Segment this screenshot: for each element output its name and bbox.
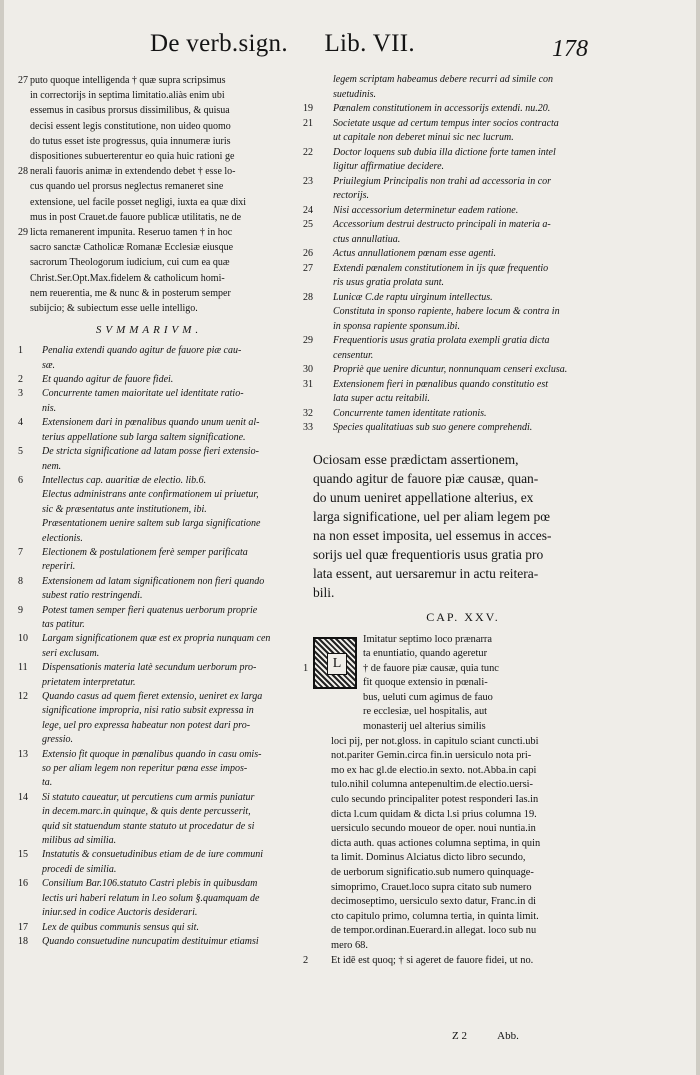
summarium-list — [18, 344, 280, 949]
margin-number: 2 — [303, 954, 309, 966]
summary-line: Actus annullationem pœnam esse agenti. — [333, 248, 497, 259]
body-line — [303, 822, 593, 837]
summary-line: subest ratio restringendi. — [42, 590, 143, 602]
summary-line: sic & præsentatus ante institutionem, ibi. — [42, 503, 207, 515]
text-line-content: licta remanerent impunita. Reseruo tamen † in hoc — [30, 227, 233, 239]
summary-entry — [18, 546, 280, 575]
abstract-line: do unum ueniret appellatione alterius, ex — [313, 489, 534, 505]
body-line-content: fit quoque extensio in pœnali- — [363, 677, 488, 689]
text-line — [18, 134, 280, 149]
body-line — [303, 881, 593, 896]
body-line-content: ta enuntiatio, quando ageretur — [363, 648, 488, 660]
summary-line: ligitur affirmatiue decidere. — [333, 161, 445, 172]
body-line-content: tulo.nihil columna antepenultim.de electio.uersi- — [331, 779, 533, 791]
text-line — [18, 149, 280, 164]
summary-line: Dispensationis materia latè secundum uerborum pro- — [42, 662, 257, 674]
summary-line: procedi de similia. — [42, 863, 117, 875]
body-line — [303, 924, 593, 939]
summary-line: Electus administrans ante confirmationem ui priuetur, — [42, 489, 259, 501]
summary-entry — [303, 204, 593, 219]
body-line-content: mo ex hac gl.de electio.in sexto. not.Abba.in capi — [331, 764, 537, 776]
summary-number: 23 — [303, 175, 313, 187]
summary-line: Extensionem fieri in pœnalibus quando constitutio est — [333, 378, 548, 390]
summary-number: 17 — [18, 921, 28, 933]
body-line-content: bus, ueluti cum agimus de fauo — [363, 691, 493, 703]
summary-line: in decem.marc.in quinque, & quis dente percusserit, — [42, 806, 251, 818]
summary-line: iniur.sed in codice Auctoris desiderari. — [42, 907, 198, 919]
summary-entry — [18, 848, 280, 877]
summary-line: Concurrente tamen maioritate uel identitate ratio- — [42, 388, 244, 400]
abstract-line: quando agitur de fauore piæ causæ, quan- — [313, 470, 539, 486]
body-line-content: culo secundo principaliter potest responderi Ias.in — [331, 794, 539, 806]
text-line-content: nerali fauoris animæ in extendendo debet † esse lo- — [30, 166, 236, 178]
abstract-line: sorijs uel quæ frequentioris usus gratia pro — [313, 546, 544, 562]
summary-line: prietatem interpretatur. — [42, 676, 136, 688]
summary-line: lege, uel pro expressa habeatur non potest dari pro- — [42, 719, 251, 731]
summary-number: 10 — [18, 633, 28, 645]
text-line — [18, 195, 280, 210]
summary-line: Quando consuetudine nuncupatim destituimur etiamsi — [42, 935, 259, 947]
summary-line: Frequentioris usus gratia prolata exempli gratia dicta — [333, 335, 550, 346]
summary-line: censentur. — [333, 349, 374, 361]
body-line — [303, 735, 593, 750]
text-line — [18, 271, 280, 286]
summary-line: Species qualitatiuas sub suo genere comprehendi. — [333, 422, 533, 433]
left-column — [18, 73, 280, 949]
abstract-line: bili. — [313, 584, 335, 600]
summarium-continued-list — [303, 73, 593, 436]
text-line — [18, 103, 280, 118]
body-line — [303, 749, 593, 764]
chapter-body — [303, 633, 593, 969]
summary-line: sæ. — [42, 359, 56, 371]
text-line — [18, 179, 280, 194]
body-line-content: not.pariter Gemin.circa fin.in uersiculo nota pri- — [331, 750, 532, 762]
text-line — [18, 88, 280, 103]
text-line-content: in correctorijs in septima limitatio.aliàs enim ubi — [30, 90, 225, 102]
summary-line: Extensio fit quoque in pœnalibus quando in casu omis- — [42, 748, 262, 760]
summary-line: in sponsa rapiente sponsum.ibi. — [333, 320, 460, 332]
body-line — [303, 720, 593, 735]
summary-number: 2 — [18, 374, 23, 386]
abstract-line: na non esset imposita, uel essemus in acces- — [313, 527, 552, 543]
summary-line: electionis. — [42, 532, 83, 544]
body-line — [303, 662, 593, 677]
text-line-content: do tutus esset iste progressus, quia innumeræ iuris — [30, 135, 231, 147]
body-line-content: dicta auth. quas actiones columna septima, in quin — [331, 837, 541, 849]
body-line — [303, 676, 593, 691]
summary-entry — [303, 363, 593, 378]
summary-line: tas patitur. — [42, 618, 85, 630]
summary-line: Intellectus cap. auaritiæ de electio. lib.6. — [42, 474, 207, 486]
summary-number: 11 — [18, 662, 28, 674]
summary-line: Priuilegium Principalis non trahi ad accessoria in cor — [333, 175, 552, 187]
summary-entry — [303, 146, 593, 175]
text-line-content: extensione, uel facile posset negligi, iuxta ea quæ dixi — [30, 196, 247, 208]
abstract-line: lata essent, aut uersaremur in actu reitera- — [313, 565, 539, 581]
summarium-title: SVMMARIVM. — [95, 324, 203, 337]
summary-number: 32 — [303, 407, 313, 419]
summary-line: Concurrente tamen identitate rationis. — [333, 407, 487, 419]
summary-number: 9 — [18, 604, 23, 616]
summary-line: ris usus gratia prolata sunt. — [333, 277, 445, 288]
summary-number: 28 — [303, 291, 313, 303]
body-line — [303, 837, 593, 852]
summary-entry — [303, 407, 593, 422]
body-line — [303, 705, 593, 720]
body-line-content: dicta l.cum quidam & dicta l.si prius columna 19. — [331, 808, 537, 820]
summary-line: ut capitale non deberet minui sic nec lucrum. — [333, 132, 514, 143]
summary-line: Potest tamen semper fieri quatenus uerborum proprie — [42, 604, 258, 616]
summary-line: terius appellatione sub larga saltem significatione. — [42, 431, 246, 443]
body-line — [303, 895, 593, 910]
summary-line: Constituta in sponso rapiente, habere locum & contra in — [333, 306, 560, 317]
body-line — [303, 764, 593, 779]
summary-entry — [303, 421, 593, 436]
summary-entry — [303, 117, 593, 146]
summary-line: Instatutis & consuetudinibus etiam de de iure communi — [42, 849, 263, 861]
summary-line: Societate usque ad certum tempus inter socios contracta — [333, 117, 559, 129]
summary-number: 18 — [18, 935, 28, 947]
text-line — [18, 255, 280, 270]
body-line — [303, 691, 593, 706]
text-line-content: decisi essent legis constitutione, non uideo quomo — [30, 120, 231, 132]
summary-number: 21 — [303, 117, 313, 129]
summary-entry — [18, 935, 280, 949]
summary-line: Consilium Bar.106.statuto Castri plebis in quibusdam — [42, 878, 258, 890]
summary-number: 30 — [303, 364, 313, 375]
summary-entry — [303, 218, 593, 247]
summary-entry — [18, 690, 280, 748]
body-line-content: cto capitulo primo, columna tertia, in quinta limit. — [331, 910, 539, 922]
text-line — [18, 225, 280, 240]
summary-line: lectis uri haberi relatum in l.eo solum §.quamquam de — [42, 892, 260, 904]
summary-line: Lex de quibus communis sensus qui sit. — [42, 921, 199, 933]
summary-line: seri exclusam. — [42, 647, 100, 659]
summary-number: 13 — [18, 748, 28, 760]
abstract-line: larga significatione, uel per aliam legem pœ — [313, 508, 551, 524]
body-line — [303, 939, 593, 954]
text-line-content: dispositiones subuerterentur eo quia huic rationi ge — [30, 151, 235, 163]
body-line-content: de tempor.ordinan.Euerard.in allegat. loco sub nu — [331, 925, 537, 937]
summary-line: Si statuto caueatur, ut percutiens cum armis puniatur — [42, 791, 255, 803]
summary-entry — [18, 791, 280, 849]
summary-entry — [303, 175, 593, 204]
summary-line: Propriè que uenire dicuntur, nonnunquam censeri exclusa. — [333, 364, 568, 375]
summary-number: 4 — [18, 417, 23, 429]
running-head-title: De verb.sign. — [150, 30, 288, 57]
text-line-content: puto quoque intelligenda † quæ supra scripsimus — [30, 75, 226, 86]
summary-entry — [18, 344, 280, 373]
right-column — [303, 73, 593, 968]
body-line — [303, 778, 593, 793]
summary-number: 27 — [303, 262, 313, 274]
summary-entry — [18, 661, 280, 690]
summary-number: 8 — [18, 575, 23, 587]
summary-line: Largam significationem quæ est ex propria nunquam cen — [42, 633, 271, 645]
text-line — [18, 301, 280, 316]
text-line-content: mus in post Crauet.de fauore publicæ utilitatis, ne de — [30, 211, 242, 223]
body-line-content: loci pij, per not.gloss. in capitulo sciant cuncti.ubi — [331, 735, 539, 747]
summary-number: 26 — [303, 248, 313, 259]
text-line-content: subijcio; & subiectum esse uelle intelligo. — [30, 303, 198, 315]
summary-line: ctus annullatiua. — [333, 233, 401, 245]
chapter-body-lines — [303, 633, 593, 969]
signature-mark: Z 2 — [452, 1030, 467, 1042]
body-line-content: monasterij uel alterius similis — [363, 721, 486, 733]
body-line — [303, 808, 593, 823]
body-line-content: † de fauore piæ causæ, quia tunc — [363, 662, 499, 674]
decorated-initial-letter: L — [327, 653, 347, 675]
left-body-text — [18, 73, 280, 316]
margin-number: 27 — [18, 75, 28, 86]
summary-number: 7 — [18, 546, 23, 558]
body-line — [303, 647, 593, 662]
summary-entry — [303, 247, 593, 262]
summary-entry — [18, 632, 280, 661]
text-line — [18, 240, 280, 255]
summary-line: gressio. — [42, 734, 74, 746]
summary-line: Pœnalem constitutionem in accessorijs extendi. nu.20. — [333, 103, 551, 114]
summary-line: Extensionem ad latam significationem non fieri quando — [42, 575, 265, 587]
summary-line: lata super actu reitabili. — [333, 393, 430, 404]
summary-number: 31 — [303, 378, 313, 390]
summary-line: Accessorium destrui destructo principali in materia a- — [333, 219, 551, 230]
summary-line: Extensionem dari in pœnalibus quando unum uenit al- — [42, 417, 260, 429]
summary-number: 22 — [303, 146, 313, 158]
body-line-content: simoprimo, Crauet.loco supra citato sub numero — [331, 881, 532, 893]
summary-number: 12 — [18, 691, 28, 702]
page-edge-left — [0, 0, 4, 1075]
summary-line: rectorijs. — [333, 190, 370, 201]
summary-entry — [303, 102, 593, 117]
summary-number: 3 — [18, 388, 23, 400]
summary-line: Doctor loquens sub dubia illa dictione forte tamen intel — [333, 146, 556, 158]
summary-line: Penalia extendi quando agitur de fauore piæ cau- — [42, 345, 242, 357]
folio-number: 178 — [552, 36, 588, 62]
abstract-line: Ociosam esse prædictam assertionem, — [313, 451, 519, 467]
summary-line: De stricta significatione ad latam posse fieri extensio- — [42, 446, 259, 458]
body-line — [303, 866, 593, 881]
summary-number: 1 — [18, 345, 23, 357]
summary-line: legem scriptam habeamus debere recurri ad simile con — [333, 74, 554, 85]
summary-line: significatione impropria, nisi ratio subsit expressa in — [42, 705, 254, 717]
body-line-content: Et idē est quoq; † si ageret de fauore fidei, ut no. — [331, 954, 534, 966]
summary-line: Præsentationem uenire saltem sub larga significatione — [42, 518, 261, 530]
text-line-content: Christ.Ser.Opt.Max.fidelem & catholicum homi- — [30, 272, 225, 284]
text-line — [18, 210, 280, 225]
catchword: Abb. — [497, 1030, 519, 1042]
page-edge-right — [696, 0, 700, 1075]
body-line-content: mero 68. — [331, 939, 368, 951]
summary-line: quid sit statuendum stante statuto ut procedatur de si — [42, 820, 255, 832]
summary-entry — [303, 73, 593, 102]
text-line-content: essemus in casibus prorsus dissimilibus, & quisua — [30, 105, 230, 117]
running-head-book: Lib. VII. — [324, 30, 415, 57]
summary-entry — [18, 474, 280, 546]
margin-number: 28 — [18, 166, 28, 178]
body-line-content: re ecclesiæ, uel hospitalis, aut — [363, 706, 488, 718]
summary-entry — [303, 378, 593, 407]
summary-line: Electionem & postulationem ferè semper parificata — [42, 546, 248, 558]
summary-number: 24 — [303, 204, 313, 216]
body-line — [303, 793, 593, 808]
summary-number: 5 — [18, 446, 23, 458]
summary-number: 14 — [18, 791, 28, 803]
summary-entry — [18, 877, 280, 920]
summary-line: nem. — [42, 460, 62, 472]
summary-entry — [18, 604, 280, 633]
summary-line: nis. — [42, 402, 57, 414]
summary-line: ta. — [42, 777, 53, 789]
signature-line — [452, 1030, 547, 1042]
body-line-content: ta limit. Dominus Alciatus dicto libro secundo, — [331, 852, 526, 864]
margin-number: 1 — [303, 662, 309, 674]
summary-line: so per aliam legem non reperitur pœna esse impos- — [42, 763, 248, 775]
summary-number: 16 — [18, 878, 28, 890]
summary-entry — [303, 291, 593, 335]
summary-entry — [18, 416, 280, 445]
text-line-content: sacro sanctæ Catholicæ Romanæ Ecclesiæ eiusque — [30, 242, 234, 254]
summary-line: Quando casus ad quem fieret extensio, ueniret ex larga — [42, 691, 263, 702]
summary-number: 19 — [303, 103, 313, 114]
summary-number: 25 — [303, 219, 313, 230]
body-line-content: Imitatur septimo loco prænarra — [363, 633, 492, 645]
text-line — [18, 164, 280, 179]
body-line — [303, 910, 593, 925]
summary-line: Et quando agitur de fauore fidei. — [42, 374, 174, 386]
text-line-content: nem reuerentia, me & nunc & in posterum semper — [30, 287, 231, 299]
body-line-content: uersiculo secundo moueor de oper. noui nuntia.in — [331, 823, 536, 835]
body-line-content: decimoseptimo, uersiculo sexto datur, Franc.in di — [331, 896, 537, 908]
body-line — [303, 954, 593, 969]
summary-number: 15 — [18, 849, 28, 861]
summary-line: Nisi accessorium determinetur eadem ratione. — [333, 204, 519, 216]
summary-number: 33 — [303, 422, 313, 433]
margin-number: 29 — [18, 227, 28, 239]
summary-number: 6 — [18, 474, 23, 486]
summary-number: 29 — [303, 335, 313, 346]
text-line — [18, 286, 280, 301]
summary-entry — [18, 748, 280, 791]
summary-entry — [18, 575, 280, 604]
text-line — [18, 73, 280, 88]
summary-entry — [303, 334, 593, 363]
summary-entry — [303, 262, 593, 291]
summary-line: Extendi pœnalem constitutionem in ijs quæ frequentio — [333, 262, 549, 274]
text-line-content: sacrorum Theologorum iudicium, cui cum ea quæ — [30, 257, 230, 269]
body-line-content: de uerborum significatio.sub numero quinquage- — [331, 867, 534, 878]
body-line — [303, 633, 593, 648]
summary-entry — [18, 373, 280, 387]
summary-line: reperiri. — [42, 561, 76, 573]
summary-entry — [18, 387, 280, 416]
summary-line: Lunicæ C.de raptu uirginum intellectus. — [333, 291, 493, 303]
summary-entry — [18, 445, 280, 474]
summary-line: suetudinis. — [333, 88, 377, 100]
body-line — [303, 851, 593, 866]
text-line-content: cus quando uel prorsus neglectus remaneret sine — [30, 181, 224, 193]
summary-line: milibus ad similia. — [42, 835, 117, 847]
summary-entry — [18, 921, 280, 935]
text-line — [18, 119, 280, 134]
chapter-heading: CAP. XXV. — [426, 609, 500, 624]
running-head — [150, 30, 415, 58]
chapter-abstract — [303, 450, 593, 602]
